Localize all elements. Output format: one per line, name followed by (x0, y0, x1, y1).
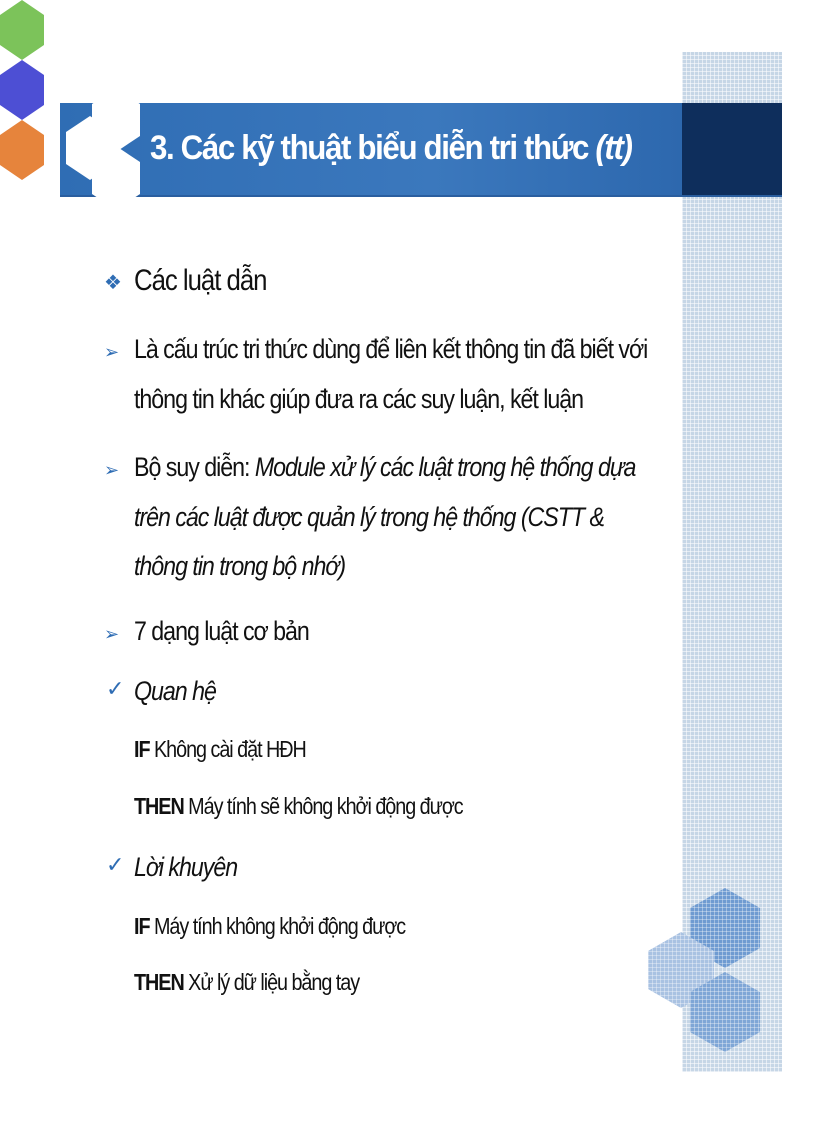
title-underline (60, 195, 782, 197)
rule-1-then-text: Máy tính sẽ không khởi động được (183, 793, 463, 819)
orange-hexagon-icon (0, 120, 44, 180)
arrow-bullet-icon: ➢ (104, 342, 120, 362)
section-heading: Các luật dẫn (134, 264, 267, 297)
bullet-2-italic: Module xử lý các luật trong hệ thống dựa (254, 452, 636, 482)
slide-title (150, 118, 632, 178)
check-bullet-icon: ✓ (106, 852, 125, 877)
rule-2-if-keyword: IF (134, 913, 150, 939)
bullet-1-line-2: thông tin khác giúp đưa ra các suy luận, kết luận (134, 384, 584, 414)
rule-2-if (134, 913, 405, 940)
bullet-1-line-1: Là cấu trúc tri thức dùng để liên kết thông tin đã biết với (134, 334, 648, 364)
arrow-bullet-icon: ➢ (104, 460, 120, 480)
rule-1-if-text: Không cài đặt HĐH (149, 736, 306, 762)
bullet-2-line-3: thông tin trong bộ nhớ) (134, 551, 346, 581)
rule-2-then-text: Xử lý dữ liệu bằng tay (183, 969, 360, 995)
rule-2-then (134, 969, 359, 996)
green-hexagon-icon (0, 0, 44, 60)
bullet-2-line-2: trên các luật được quản lý trong hệ thống (CSTT & (134, 502, 604, 532)
check-item-2: Lời khuyên (134, 852, 238, 882)
slide-title-suffix: (tt) (595, 129, 632, 167)
check-bullet-icon: ✓ (106, 676, 125, 701)
diamond-bullet-icon: ❖ (104, 272, 122, 294)
slide-title-main: 3. Các kỹ thuật biểu diễn tri thức (150, 129, 596, 167)
rule-1-then (134, 793, 463, 820)
bullet-2-line-1 (134, 452, 635, 483)
blue-hexagon-icon (0, 60, 44, 120)
title-bar-dark-segment (682, 103, 782, 195)
rule-1-then-keyword: THEN (134, 793, 184, 819)
rule-1-if-keyword: IF (134, 736, 150, 762)
rule-1-if (134, 736, 306, 763)
check-item-1: Quan hệ (134, 676, 216, 706)
bullet-3: 7 dạng luật cơ bản (134, 616, 309, 646)
rule-2-if-text: Máy tính không khởi động được (149, 913, 406, 939)
arrow-bullet-icon: ➢ (104, 624, 120, 644)
rule-2-then-keyword: THEN (134, 969, 184, 995)
bullet-2-prefix: Bộ suy diễn: (134, 452, 255, 482)
